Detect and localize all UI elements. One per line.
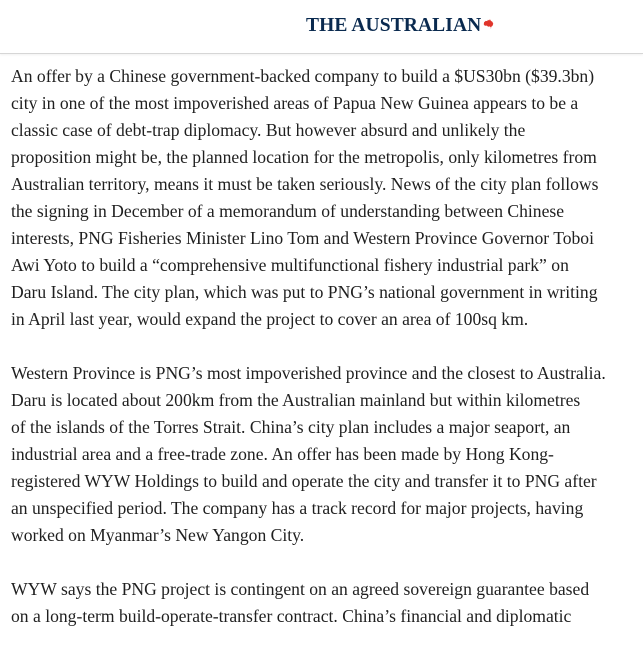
article-paragraph xyxy=(11,63,637,333)
paragraph-line: classic case of debt-trap diplomacy. But however absurd and unlikely the xyxy=(11,120,526,140)
paragraph-line: on a long-term build-operate-transfer contract. China’s financial and diplomatic xyxy=(11,606,572,626)
article-paragraph xyxy=(11,360,637,549)
site-header xyxy=(0,0,643,54)
paragraph-line: interests, PNG Fisheries Minister Lino Tom and Western Province Governor Toboi xyxy=(11,228,594,248)
paragraph-line: in April last year, would expand the project to cover an area of 100sq km. xyxy=(11,309,529,329)
paragraph-line: an unspecified period. The company has a track record for major projects, having xyxy=(11,498,584,518)
site-logo[interactable] xyxy=(306,14,494,38)
paragraph-line: industrial area and a free-trade zone. An offer has been made by Hong Kong- xyxy=(11,444,554,464)
paragraph-line: Awi Yoto to build a “comprehensive multifunctional fishery industrial park” on xyxy=(11,255,569,275)
paragraph-line: city in one of the most impoverished areas of Papua New Guinea appears to be a xyxy=(11,93,579,113)
paragraph-line: proposition might be, the planned location for the metropolis, only kilometres from xyxy=(11,147,597,167)
article-paragraph xyxy=(11,576,637,630)
paragraph-line: worked on Myanmar’s New Yangon City. xyxy=(11,525,305,545)
paragraph-line: WYW says the PNG project is contingent on an agreed sovereign guarantee based xyxy=(11,579,590,599)
paragraph-line: of the islands of the Torres Strait. China’s city plan includes a major seaport, an xyxy=(11,417,571,437)
map-of-australia-icon xyxy=(483,18,494,29)
paragraph-line: An offer by a Chinese government-backed company to build a $US30bn ($39.3bn) xyxy=(11,66,595,86)
paragraph-line: registered WYW Holdings to build and operate the city and transfer it to PNG after xyxy=(11,471,597,491)
article-body xyxy=(11,63,637,657)
paragraph-line: the signing in December of a memorandum of understanding between Chinese xyxy=(11,201,565,221)
paragraph-line: Daru Island. The city plan, which was put to PNG’s national government in writing xyxy=(11,282,598,302)
paragraph-line: Western Province is PNG’s most impoverished province and the closest to Australia. xyxy=(11,363,606,383)
paragraph-line: Australian territory, means it must be taken seriously. News of the city plan follows xyxy=(11,174,599,194)
logo-wordmark: THE AUSTRALIAN xyxy=(306,15,482,36)
paragraph-line: Daru is located about 200km from the Australian mainland but within kilometres xyxy=(11,390,581,410)
